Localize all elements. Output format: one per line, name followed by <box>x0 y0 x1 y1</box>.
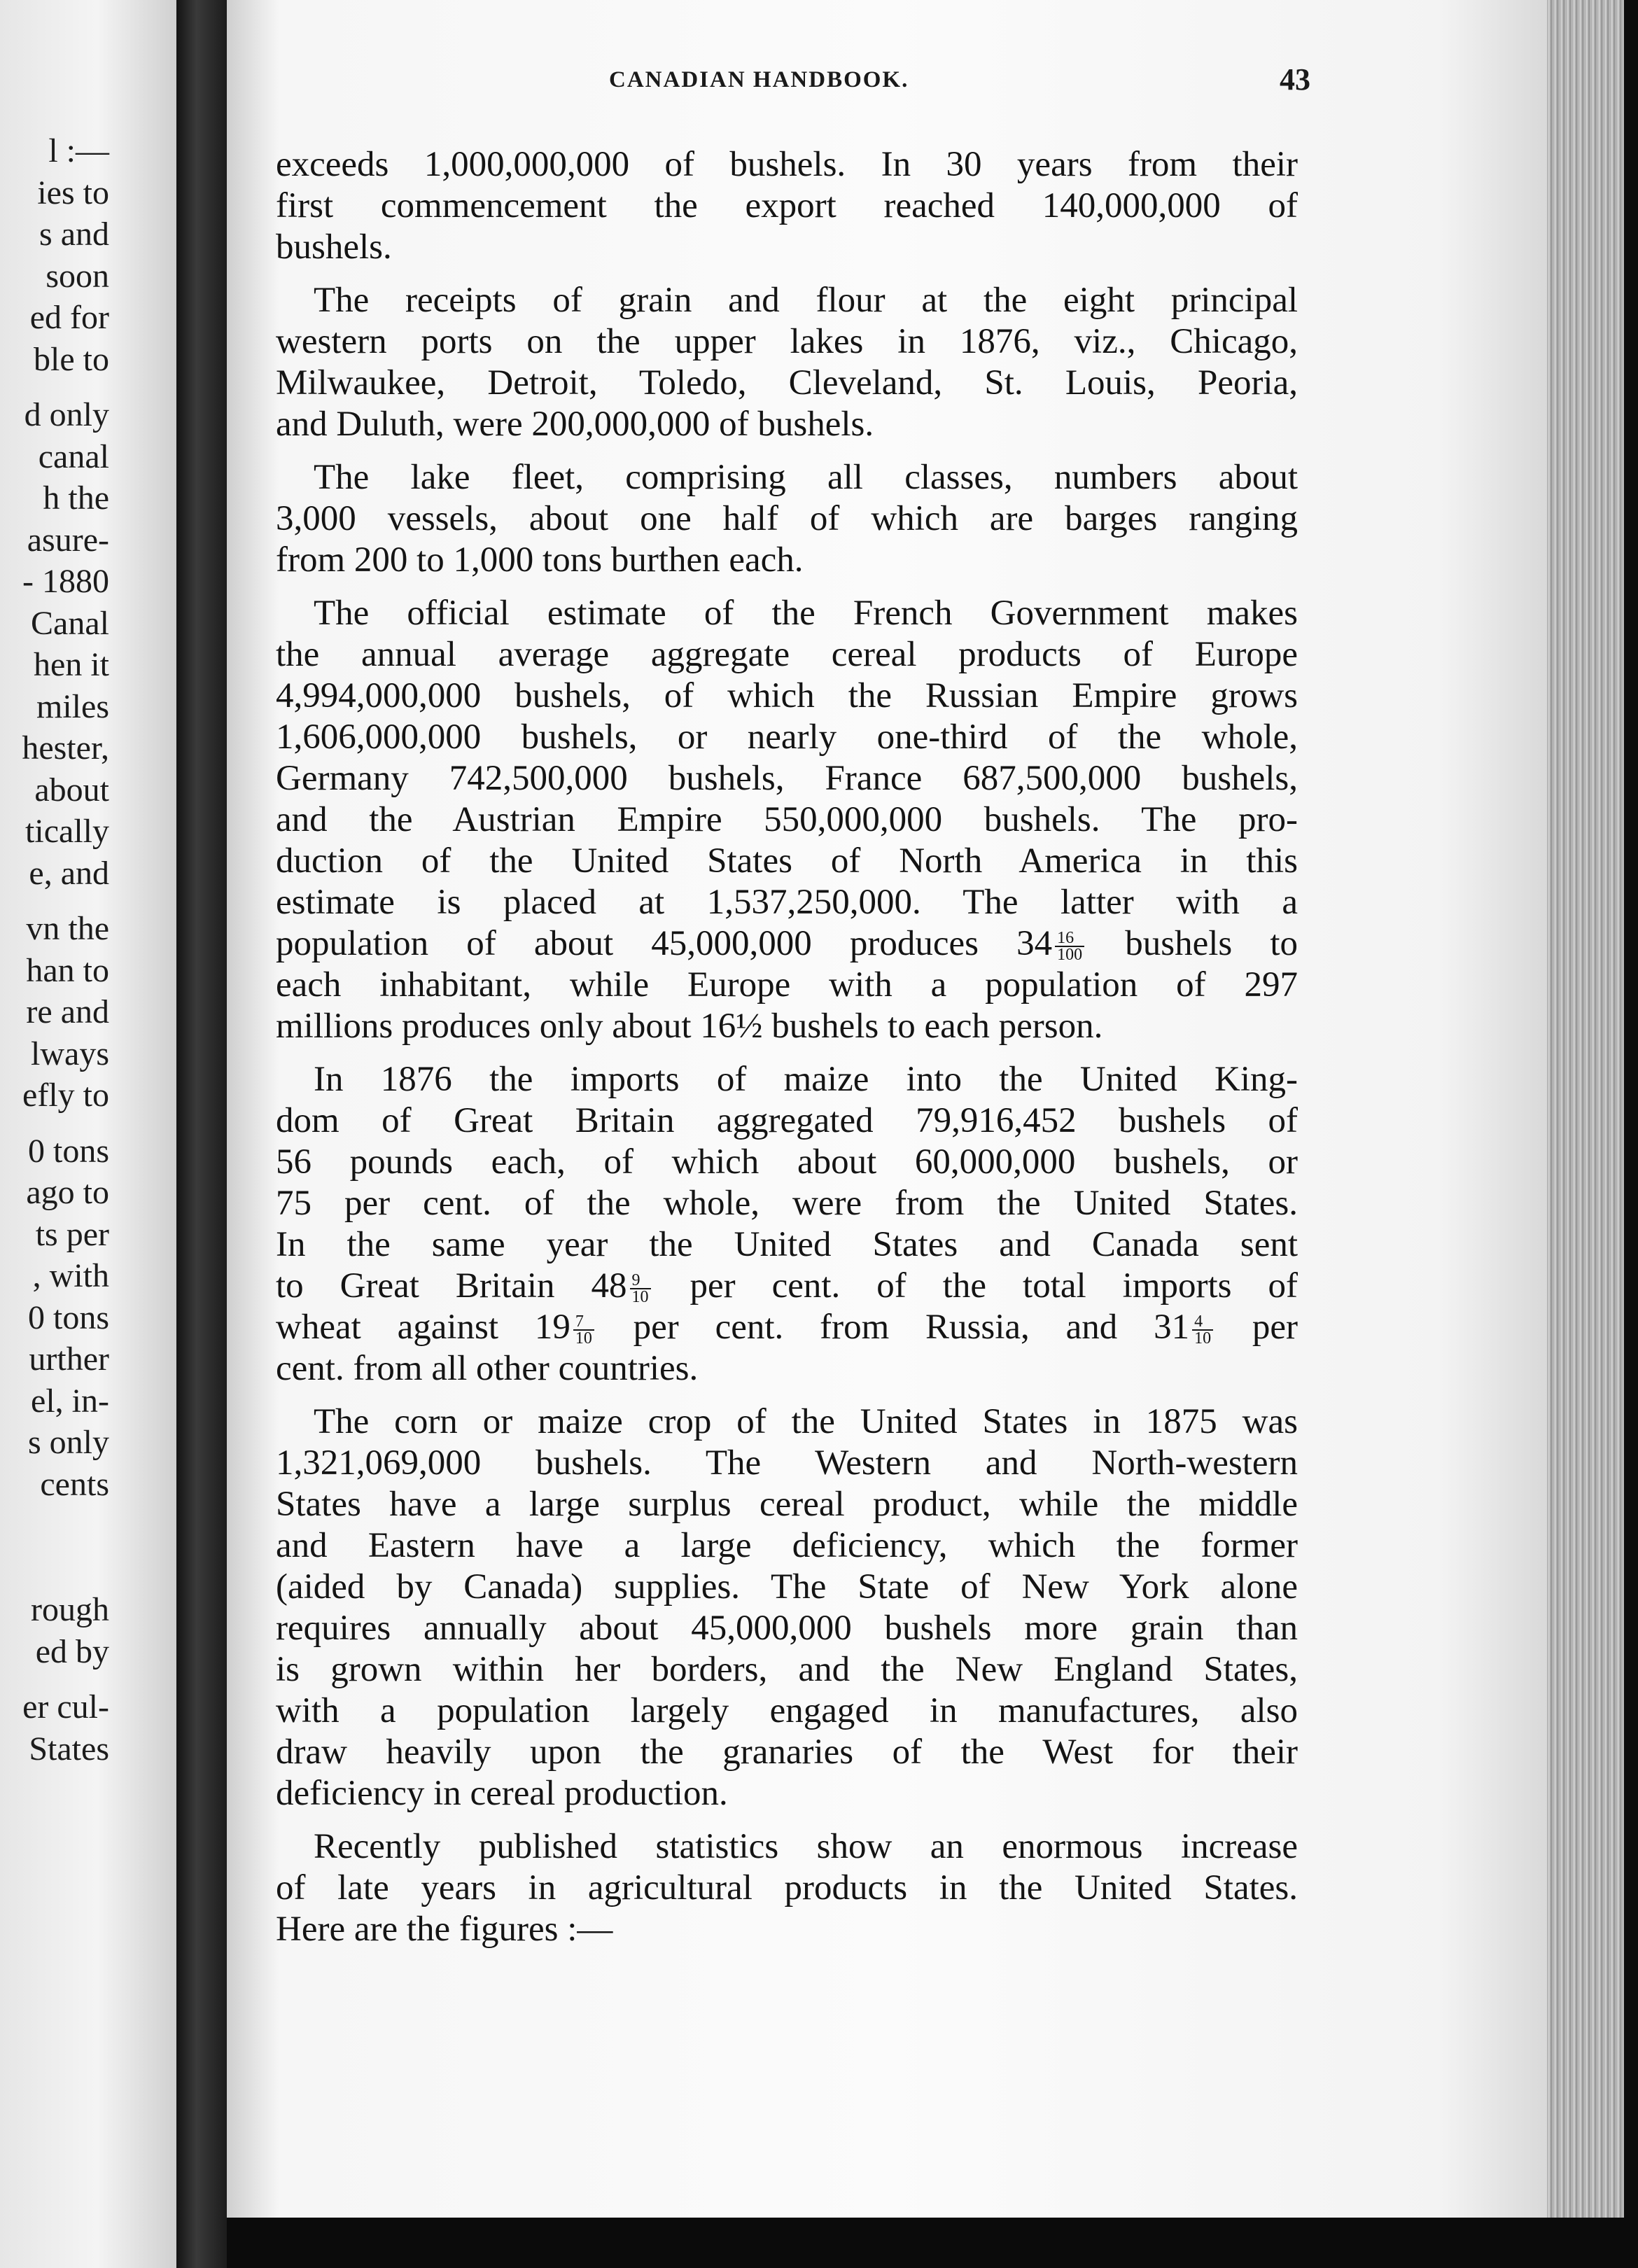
facing-page-line: hen it <box>34 646 109 683</box>
facing-page-line: ed for <box>29 299 109 336</box>
text-line: duction of the United States of North America in this <box>276 841 1298 881</box>
text-line: 1,321,069,000 bushels. The Western and North-western <box>276 1443 1298 1483</box>
text-line: The receipts of grain and flour at the eight principal <box>314 281 1298 320</box>
facing-page-line: States <box>29 1730 109 1768</box>
text-line: millions produces only about 16½ bushels to each person. <box>276 1007 1103 1046</box>
facing-page-line <box>0 1672 109 1686</box>
facing-page-line <box>0 1533 109 1547</box>
facing-page-line <box>0 1561 109 1575</box>
text-line: to Great Britain 48 $\frac{9}{10}$ per cent. of the total imports of <box>276 1266 1298 1307</box>
facing-page-line: soon <box>46 257 109 295</box>
text-line: requires annually about 45,000,000 bushels more grain than <box>276 1609 1298 1648</box>
facing-page-line: 0 tons <box>27 1298 109 1336</box>
facing-page-line: miles <box>36 687 109 725</box>
facing-page-line: cents <box>40 1465 109 1503</box>
text-line: Recently published statistics show an enormous increase <box>314 1827 1298 1866</box>
text-line: The lake fleet, comprising all classes, numbers about <box>314 458 1298 497</box>
paragraph <box>276 144 1298 268</box>
facing-page-line: ies to <box>37 174 109 211</box>
facing-page-line: efly to <box>22 1077 109 1114</box>
facing-page-line <box>0 1575 109 1589</box>
facing-page-line: 0 tons <box>27 1132 109 1170</box>
facing-page-line: d only <box>24 396 109 433</box>
facing-page-line: , with <box>32 1257 109 1294</box>
paragraph <box>276 457 1298 581</box>
facing-page <box>0 0 176 2268</box>
facing-page-line: er cul- <box>22 1688 109 1726</box>
facing-page-line: ago to <box>26 1174 109 1211</box>
text-line: In the same year the United States and Canada sent <box>276 1225 1298 1264</box>
text-line: and Eastern have a large deficiency, which the former <box>276 1526 1298 1565</box>
text-line: Here are the figures :— <box>276 1910 613 1949</box>
text-line: western ports on the upper lakes in 1876, viz., Chicago, <box>276 322 1298 361</box>
facing-page-line <box>0 1505 109 1519</box>
text-line: deficiency in cereal production. <box>276 1774 728 1813</box>
facing-page-line: ble to <box>34 340 109 378</box>
text-line: Milwaukee, Detroit, Toledo, Cleveland, St. Louis, Peoria, <box>276 363 1298 402</box>
facing-page-line: Canal <box>31 604 109 642</box>
facing-page-line: - 1880 <box>22 563 109 600</box>
paragraph <box>276 1401 1298 1814</box>
text-line: wheat against 19 $\frac{7}{10}$ per cent. from Russia, and 31 $\frac{4}{10}$ per <box>276 1308 1298 1348</box>
book-gutter <box>176 0 227 2268</box>
facing-page-line: han to <box>26 951 109 989</box>
facing-page-line: s and <box>39 216 109 253</box>
text-line: The official estimate of the French Government makes <box>314 594 1298 633</box>
text-line: 1,606,000,000 bushels, or nearly one-third of the whole, <box>276 718 1298 757</box>
text-line: bushels. <box>276 227 392 267</box>
facing-page-line: el, in- <box>31 1382 109 1420</box>
facing-page-line: rough <box>31 1591 109 1628</box>
text-line: first commencement the export reached 140,000,000 of <box>276 186 1298 225</box>
page-number: 43 <box>1280 62 1310 97</box>
page-body <box>276 144 1298 1962</box>
text-line: Germany 742,500,000 bushels, France 687,500,000 bushels, <box>276 759 1298 798</box>
text-line: dom of Great Britain aggregated 79,916,452 bushels of <box>276 1101 1298 1140</box>
facing-page-line: re and <box>26 993 109 1030</box>
facing-page-line: ts per <box>35 1215 109 1253</box>
text-line: population of about 45,000,000 produces 34 $\frac{16}{100}$ bushels to <box>276 924 1298 965</box>
text-line: of late years in agricultural products in the United States. <box>276 1868 1298 1907</box>
text-line: and the Austrian Empire 550,000,000 bushels. The pro- <box>276 800 1298 839</box>
facing-page-line: hester, <box>22 729 109 766</box>
page-edges <box>1547 0 1624 2218</box>
text-line: from 200 to 1,000 tons burthen each. <box>276 540 804 580</box>
facing-page-line: ed by <box>35 1632 109 1670</box>
text-line: with a population largely engaged in manufactures, also <box>276 1691 1298 1730</box>
facing-page-line: tically <box>25 813 109 850</box>
fraction: $\frac{4}{10}$ <box>1192 1314 1213 1346</box>
text-line: exceeds 1,000,000,000 of bushels. In 30 years from their <box>276 145 1298 184</box>
text-line: cent. from all other countries. <box>276 1349 699 1388</box>
facing-page-line: l :— <box>48 132 109 169</box>
facing-page-line: lways <box>31 1035 109 1072</box>
paragraph <box>276 593 1298 1047</box>
facing-page-line: about <box>34 771 109 808</box>
text-line: States have a large surplus cereal product, while the middle <box>276 1485 1298 1524</box>
text-line: 56 pounds each, of which about 60,000,000 bushels, or <box>276 1142 1298 1182</box>
text-line: The corn or maize crop of the United States in 1875 was <box>314 1402 1298 1441</box>
text-line: 75 per cent. of the whole, were from the United States. <box>276 1184 1298 1223</box>
paragraph <box>276 1059 1298 1390</box>
facing-page-line: h the <box>43 479 109 517</box>
text-line: 4,994,000,000 bushels, of which the Russian Empire grows <box>276 676 1298 715</box>
paragraph <box>276 1826 1298 1950</box>
facing-page-line: urther <box>29 1340 109 1378</box>
facing-page-line: asure- <box>27 521 109 559</box>
running-head: CANADIAN HANDBOOK. <box>609 67 909 92</box>
facing-page-line: e, and <box>29 854 109 892</box>
text-line: each inhabitant, while Europe with a population of 297 <box>276 965 1298 1004</box>
text-line: estimate is placed at 1,537,250,000. The latter with a <box>276 883 1298 922</box>
text-line: In 1876 the imports of maize into the United King- <box>314 1060 1298 1099</box>
page-header <box>609 62 1310 104</box>
facing-page-line <box>0 1116 109 1130</box>
text-line: is grown within her borders, and the New England States, <box>276 1650 1298 1689</box>
text-line: (aided by Canada) supplies. The State of New York alone <box>276 1567 1298 1606</box>
facing-page-line <box>0 894 109 908</box>
fraction: $\frac{16}{100}$ <box>1055 930 1084 962</box>
text-line: draw heavily upon the granaries of the West for their <box>276 1732 1298 1772</box>
facing-page-line <box>0 1519 109 1533</box>
facing-page-line: canal <box>38 438 109 475</box>
text-line: 3,000 vessels, about one half of which are barges ranging <box>276 499 1298 538</box>
facing-page-line <box>0 380 109 394</box>
text-line: the annual average aggregate cereal products of Europe <box>276 635 1298 674</box>
facing-page-line <box>0 1547 109 1561</box>
facing-page-line: vn the <box>26 910 109 947</box>
facing-page-line: s only <box>27 1424 109 1461</box>
fraction: $\frac{9}{10}$ <box>630 1273 651 1305</box>
facing-page-text <box>0 130 109 1770</box>
fraction: $\frac{7}{10}$ <box>573 1314 594 1346</box>
text-line: and Duluth, were 200,000,000 of bushels. <box>276 405 874 444</box>
paragraph <box>276 280 1298 445</box>
